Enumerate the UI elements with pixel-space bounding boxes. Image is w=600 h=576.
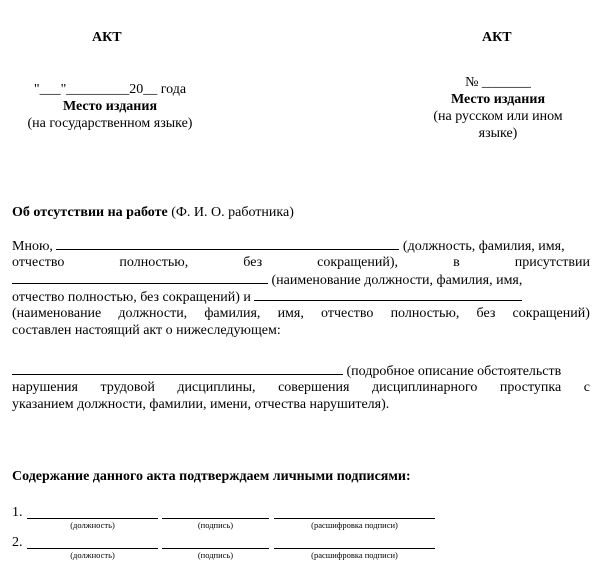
word: полностью, — [119, 255, 189, 270]
body-line-6: составлен настоящий акт о нижеследующем: — [12, 323, 281, 338]
word: нарушения — [12, 380, 78, 395]
word: присутствии — [514, 255, 590, 270]
sig-row-1-num: 1. — [12, 505, 23, 520]
blank-line — [12, 271, 268, 284]
word: (наименование — [12, 306, 102, 321]
subject-line — [12, 204, 590, 221]
word: отчество — [12, 255, 65, 270]
sig-position-line — [27, 518, 158, 519]
left-act-title: АКТ — [92, 30, 122, 45]
body-l1-start: Мною, — [12, 239, 53, 254]
subject-bold: Об отсутствии на работе — [12, 205, 168, 220]
word: сокращений) — [512, 306, 590, 321]
blank-line — [12, 362, 343, 375]
sig-signature-caption: (подпись) — [197, 550, 234, 560]
body-p2-line-1 — [12, 362, 590, 380]
word: без — [243, 255, 263, 270]
word: совершения — [278, 380, 350, 395]
word: отчество — [321, 306, 374, 321]
body-p2-line-2 — [12, 379, 590, 396]
sig-signature-line — [162, 548, 269, 549]
sig-signature-caption: (подпись) — [197, 520, 234, 530]
word: с — [583, 380, 590, 395]
subject-rest: (Ф. И. О. работника) — [167, 205, 294, 220]
body-l4-start: отчество полностью, без сокращений) и — [12, 290, 251, 305]
word: трудовой — [100, 380, 155, 395]
left-place: Место издания — [62, 99, 158, 114]
body-l3-end: (наименование должности, фамилия, имя, — [271, 273, 523, 288]
body-line-4 — [12, 288, 590, 306]
word: полностью, — [390, 306, 460, 321]
sig-position-caption: (должность) — [70, 550, 115, 560]
sig-decode-line — [274, 518, 435, 519]
word: сокращений), — [317, 255, 399, 270]
right-number: № _______ — [465, 75, 531, 90]
sig-position-caption: (должность) — [70, 520, 115, 530]
word: фамилия, — [204, 306, 261, 321]
word: имя, — [277, 306, 304, 321]
right-lang-note-2: языке) — [478, 126, 518, 141]
word: дисциплинарного — [372, 380, 478, 395]
word: без — [476, 306, 496, 321]
left-date-line: "___"_________20__ года — [33, 82, 187, 97]
body-line-3 — [12, 271, 590, 289]
left-lang-note: (на государственном языке) — [27, 116, 193, 131]
body-p2-line-3: указанием должности, фамилии, имени, отчества нарушителя). — [12, 397, 390, 412]
word: должности, — [118, 306, 188, 321]
signatures-heading: Содержание данного акта подтверждаем личными подписями: — [12, 469, 411, 484]
sig-position-line — [27, 548, 158, 549]
body-p2-l1-end: (подробное описание обстоятельств — [346, 364, 562, 379]
right-lang-note-1: (на русском или ином — [433, 109, 563, 124]
sig-signature-line — [162, 518, 269, 519]
blank-line — [56, 237, 399, 250]
blank-line — [254, 288, 522, 301]
body-line-1 — [12, 237, 590, 255]
word: в — [453, 255, 460, 270]
right-act-title: АКТ — [482, 30, 512, 45]
word: дисциплины, — [177, 380, 256, 395]
sig-decode-caption: (расшифровка подписи) — [311, 550, 398, 560]
word: проступка — [499, 380, 562, 395]
sig-decode-caption: (расшифровка подписи) — [311, 520, 398, 530]
body-l1-end: (должность, фамилия, имя, — [402, 239, 565, 254]
sig-row-2-num: 2. — [12, 535, 23, 550]
right-place: Место издания — [450, 92, 546, 107]
body-line-5 — [12, 305, 590, 322]
sig-decode-line — [274, 548, 435, 549]
body-line-2 — [12, 254, 590, 271]
